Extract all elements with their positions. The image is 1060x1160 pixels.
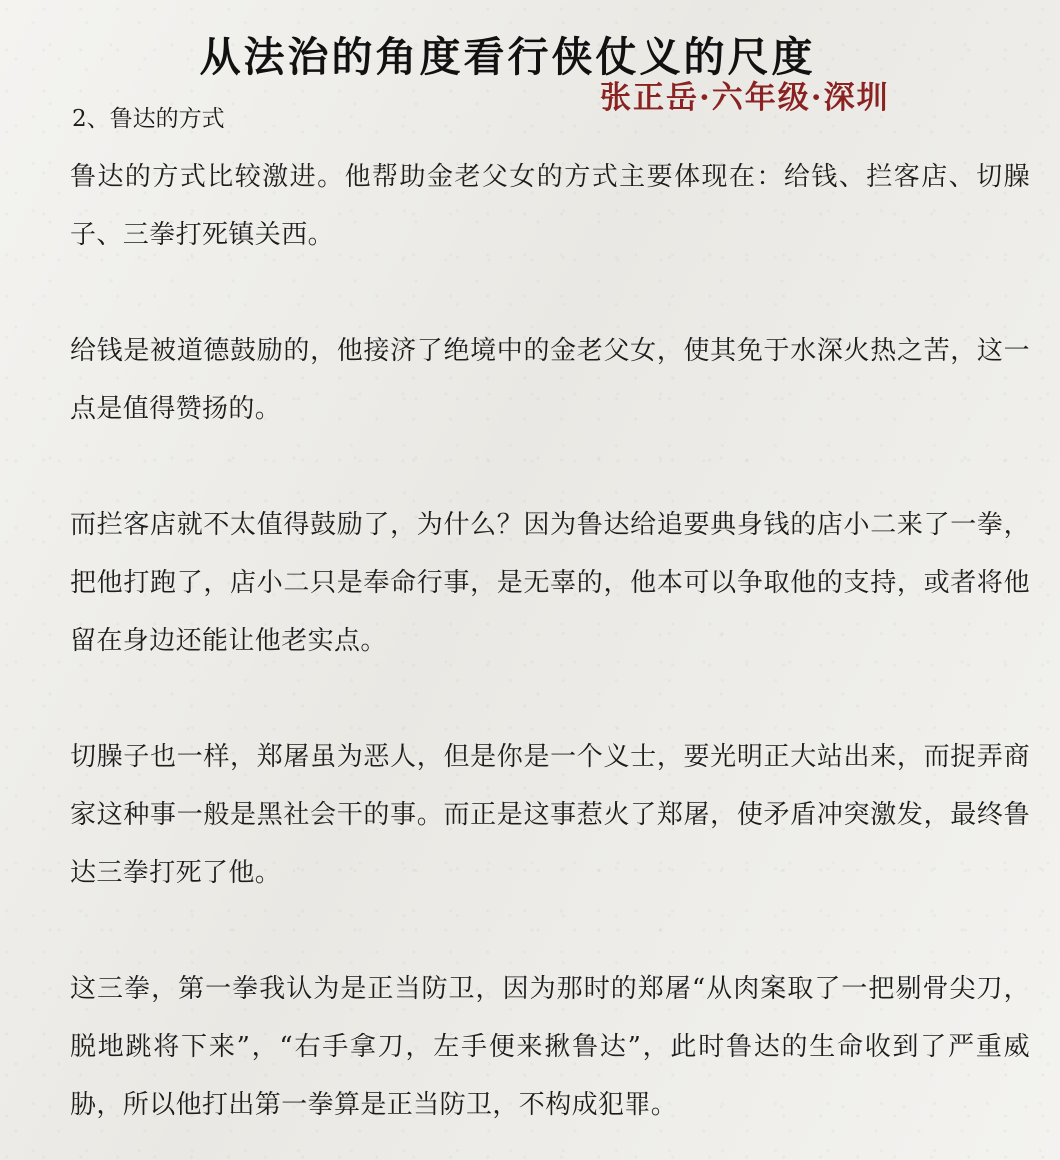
section-heading: 2、鲁达的方式 — [72, 106, 225, 132]
article-title: 从法治的角度看行侠仗义的尺度 — [199, 33, 816, 82]
article-body — [70, 148, 1030, 1134]
paragraph-blocking-inn: 而拦客店就不太值得鼓励了，为什么？因为鲁达给追要典身钱的店小二来了一拳，把他打跑了，店小二只是奉命行事，是无辜的，他本可以争取他的支持，或者将他留在身边还能让他老实点。 — [70, 510, 1030, 656]
paragraph-methods-summary: 鲁达的方式比较激进。他帮助金老父女的方式主要体现在：给钱、拦客店、切臊子、三拳打死镇关西。 — [70, 162, 1030, 250]
paragraph-three-punches: 这三拳，第一拳我认为是正当防卫，因为那时的郑屠“从肉案取了一把剔骨尖刀，脱地跳将下来”，“右手拿刀，左手便来揪鲁达”，此时鲁达的生命收到了严重威胁，所以他打出第一拳算是正当防卫，不构成犯罪。 — [70, 974, 1030, 1120]
author-byline: 张正岳·六年级·深圳 — [600, 80, 890, 116]
paragraph-cutting-meat: 切臊子也一样，郑屠虽为恶人，但是你是一个义士，要光明正大站出来，而捉弄商家这种事一般是黑社会干的事。而正是这事惹火了郑屠，使矛盾冲突激发，最终鲁达三拳打死了他。 — [70, 742, 1030, 888]
paragraph-giving-money: 给钱是被道德鼓励的，他接济了绝境中的金老父女，使其免于水深火热之苦，这一点是值得赞扬的。 — [70, 336, 1030, 424]
